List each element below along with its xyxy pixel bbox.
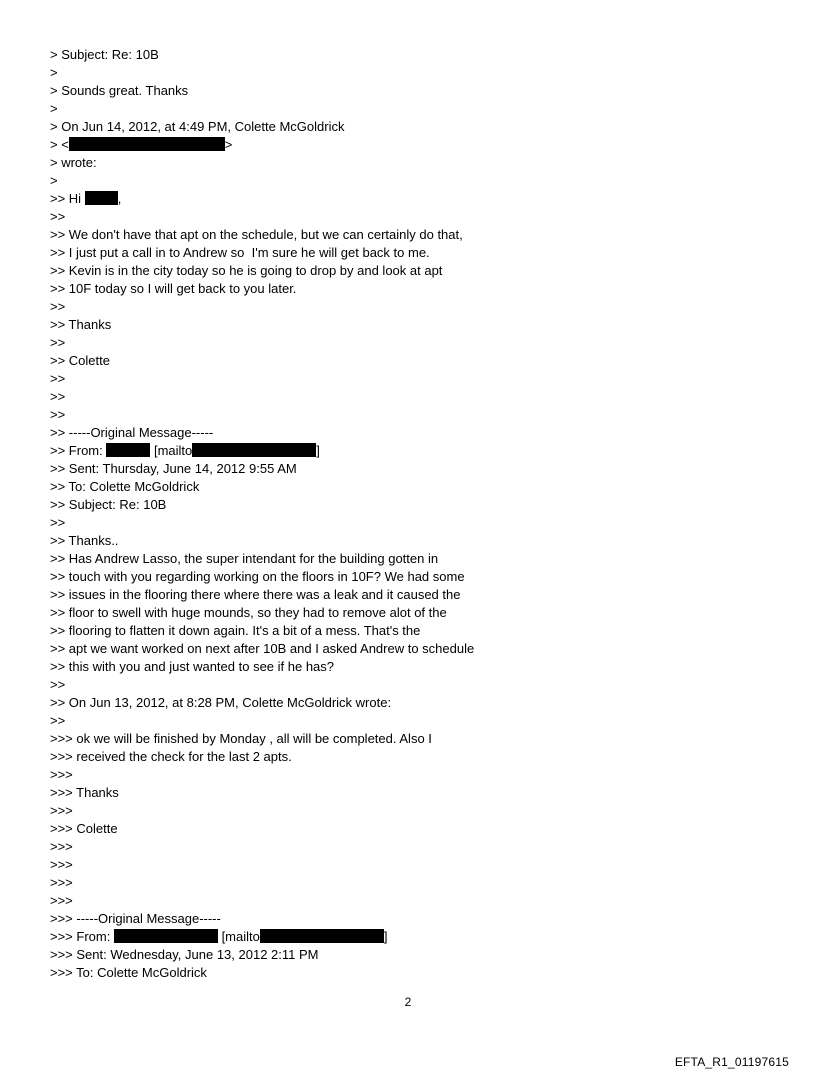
email-line-text: > <box>224 137 233 152</box>
email-line: >> 10F today so I will get back to you later. <box>50 281 297 296</box>
email-line <box>50 190 750 208</box>
email-line: >>> <box>50 767 73 782</box>
email-line: >>> ok we will be finished by Monday , all will be completed. Also I <box>50 731 432 746</box>
email-line: >> flooring to flatten it down again. It's a bit of a mess. That's the <box>50 623 421 638</box>
email-line: >> apt we want worked on next after 10B and I asked Andrew to schedule <box>50 641 475 656</box>
email-line: >> floor to swell with huge mounds, so they had to remove alot of the <box>50 605 447 620</box>
email-line: >> <box>50 335 66 350</box>
email-line: > Subject: Re: 10B <box>50 47 159 62</box>
email-line: >>> <box>50 857 73 872</box>
email-line: > <box>50 173 58 188</box>
document-id: EFTA_R1_01197615 <box>674 1055 789 1069</box>
email-line <box>50 442 750 460</box>
email-line: >>> To: Colette McGoldrick <box>50 965 207 980</box>
email-line: >> Has Andrew Lasso, the super intendant for the building gotten in <box>50 551 439 566</box>
email-line: >>> <box>50 803 73 818</box>
email-line: > Sounds great. Thanks <box>50 83 189 98</box>
email-line: >>> Colette <box>50 821 118 836</box>
email-line-text: >>> From: <box>50 929 114 944</box>
email-line: >>> <box>50 893 73 908</box>
email-line: >> <box>50 299 66 314</box>
redaction-bar <box>114 929 218 943</box>
email-line: > <box>50 101 58 116</box>
email-body <box>50 46 750 982</box>
email-line: >> <box>50 209 66 224</box>
email-line: >> -----Original Message----- <box>50 425 214 440</box>
email-line: >> Subject: Re: 10B <box>50 497 167 512</box>
email-line-text: [mailto <box>217 929 260 944</box>
email-line-text: >> From: <box>50 443 107 458</box>
email-line: >>> <box>50 875 73 890</box>
email-line: >> <box>50 407 66 422</box>
redaction-bar <box>192 443 316 457</box>
email-line-text: > < <box>50 137 69 152</box>
email-line: >> touch with you regarding working on the floors in 10F? We had some <box>50 569 465 584</box>
email-line: >> Colette <box>50 353 110 368</box>
email-line: >> To: Colette McGoldrick <box>50 479 200 494</box>
redaction-bar <box>106 443 150 457</box>
email-line: >> Sent: Thursday, June 14, 2012 9:55 AM <box>50 461 297 476</box>
email-line: >> issues in the flooring there where there was a leak and it caused the <box>50 587 461 602</box>
email-line: > wrote: <box>50 155 97 170</box>
email-line: > <box>50 65 58 80</box>
email-line: >> <box>50 371 66 386</box>
redaction-bar <box>85 191 118 205</box>
email-line: >> <box>50 677 66 692</box>
email-line: >> On Jun 13, 2012, at 8:28 PM, Colette McGoldrick wrote: <box>50 695 392 710</box>
email-line: >>> Thanks <box>50 785 119 800</box>
email-line: >> Kevin is in the city today so he is going to drop by and look at apt <box>50 263 443 278</box>
page-number: 2 <box>404 995 412 1009</box>
email-line: >> <box>50 389 66 404</box>
email-line: > On Jun 14, 2012, at 4:49 PM, Colette McGoldrick <box>50 119 345 134</box>
email-line: >> <box>50 713 66 728</box>
email-line: >> <box>50 515 66 530</box>
email-line: >> Thanks <box>50 317 112 332</box>
email-line-text: , <box>117 191 122 206</box>
email-line-text: [mailto <box>150 443 193 458</box>
email-line: >>> <box>50 839 73 854</box>
email-line: >>> -----Original Message----- <box>50 911 221 926</box>
email-line-text: ] <box>316 443 320 458</box>
email-line: >>> received the check for the last 2 apts. <box>50 749 292 764</box>
email-line-text: ] <box>383 929 388 944</box>
email-line: >> Thanks.. <box>50 533 119 548</box>
email-line <box>50 136 750 154</box>
email-line-text: >> Hi <box>50 191 85 206</box>
redaction-bar <box>260 929 384 943</box>
email-line: >>> Sent: Wednesday, June 13, 2012 2:11 PM <box>50 947 319 962</box>
email-line: >> We don't have that apt on the schedule, but we can certainly do that, <box>50 227 463 242</box>
redaction-bar <box>69 137 225 151</box>
email-line: >> I just put a call in to Andrew so I'm sure he will get back to me. <box>50 245 430 260</box>
email-line: >> this with you and just wanted to see if he has? <box>50 659 335 674</box>
email-line <box>50 928 750 946</box>
